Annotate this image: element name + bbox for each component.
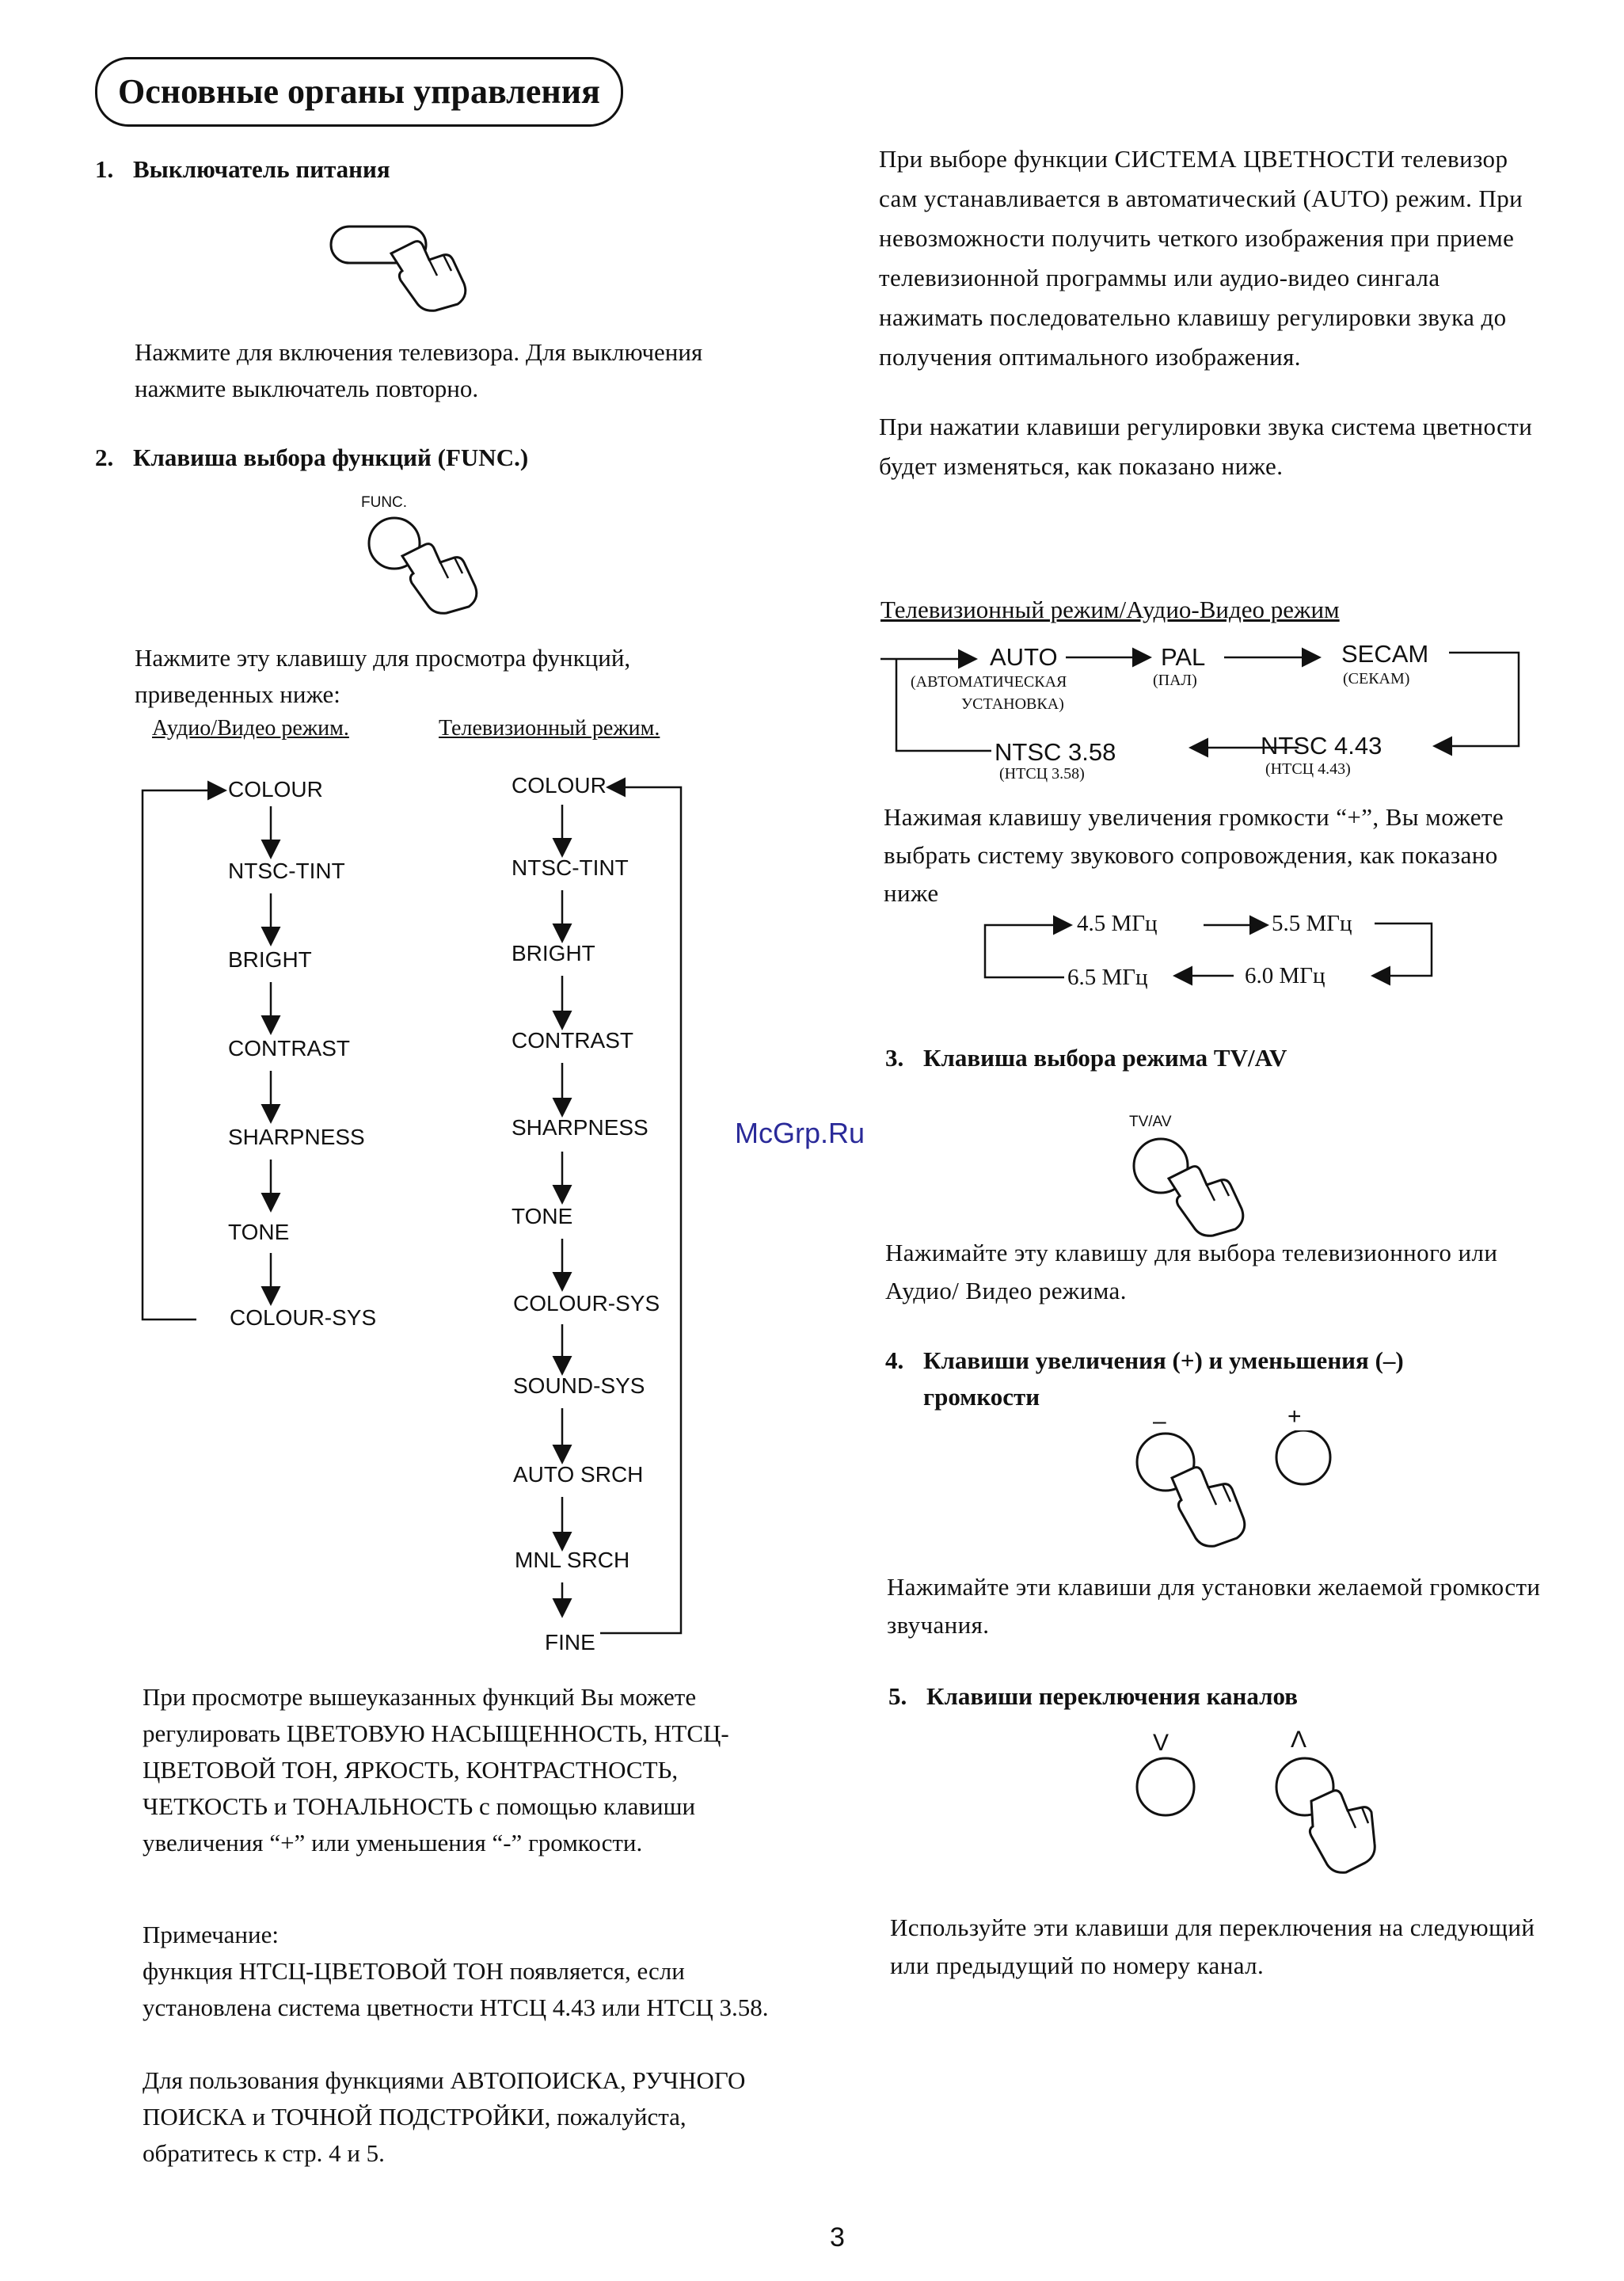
- tv-mode-heading: Телевизионный режим.: [439, 716, 660, 741]
- power-button-icon: [325, 219, 483, 314]
- volume-minus-label: –: [1153, 1408, 1166, 1434]
- cs-pal: PAL: [1161, 643, 1206, 671]
- sound-4-5: 4.5 МГц: [1077, 911, 1158, 936]
- av-mode-heading: Аудио/Видео режим.: [152, 716, 349, 741]
- cs-pal-sub: (ПАЛ): [1153, 672, 1197, 689]
- tv-item: AUTO SRCH: [513, 1462, 644, 1487]
- section-2-text: Нажмите эту клавишу для просмотра функций, приведенных ниже:: [135, 644, 631, 708]
- note-text: функция НТСЦ-ЦВЕТОВОЙ ТОН появляется, если установлена система цветности НТСЦ 4.43 или НТСЦ 3.58.: [143, 1957, 769, 2021]
- section-1-text: Нажмите для включения телевизора. Для выключения нажмите выключатель повторно.: [135, 338, 703, 402]
- watermark: McGrp.Ru: [735, 1117, 865, 1149]
- cs-auto-sub: УСТАНОВКА): [961, 695, 1064, 713]
- av-item: CONTRAST: [228, 1036, 350, 1061]
- tvav-button-label: TV/AV: [1129, 1114, 1172, 1130]
- av-item: TONE: [228, 1220, 290, 1244]
- channel-buttons-icon: [1124, 1757, 1378, 1899]
- section-number: 2.: [95, 444, 114, 471]
- section-3-text: Нажимайте эту клавишу для выбора телевизионного или Аудио/ Видео режима.: [885, 1239, 1498, 1304]
- channel-up-label: Λ: [1291, 1727, 1307, 1753]
- tv-item: BRIGHT: [512, 941, 595, 965]
- sound-5-5: 5.5 МГц: [1272, 911, 1352, 936]
- tv-item: SOUND-SYS: [513, 1373, 645, 1398]
- section-2-after-text: При просмотре вышеуказанных функций Вы можете регулировать ЦВЕТОВУЮ НАСЫЩЕННОСТЬ, НТСЦ-ЦВЕТОВОЙ ТОН, ЯРКОСТЬ, КОНТРАСТНОСТЬ, ЧЕТКОСТЬ и ТОНАЛЬНОСТЬ с помощью клавиши увеличения “+” или уменьшения “-” громкости.: [143, 1683, 729, 1856]
- tv-item: FINE: [545, 1630, 595, 1655]
- av-item: NTSC-TINT: [228, 859, 345, 883]
- volume-buttons-icon: [1124, 1430, 1378, 1570]
- tv-item: NTSC-TINT: [512, 855, 629, 880]
- colour-system-heading: Телевизионный режим/Аудио-Видео режим: [880, 596, 1340, 623]
- section-title: Клавиша выбора функций (FUNC.): [133, 444, 529, 471]
- section-4-text: Нажимайте эти клавиши для установки желаемой громкости звучания.: [887, 1573, 1541, 1639]
- section-4-heading: [885, 1346, 1404, 1375]
- cs-auto: AUTO: [990, 643, 1058, 671]
- cs-secam-sub: (СЕКАМ): [1343, 670, 1410, 687]
- colour-system-intro: При выборе функции СИСТЕМА ЦВЕТНОСТИ телевизор сам устанавливается в автоматический (AUTO) режим. При невозможности получить четкого изображения при приеме телевизионной программы или аудио-видео сингала нажимать последовательно клавишу регулировки звука до получения оптимального изображения.: [879, 145, 1523, 371]
- section-1-heading: [95, 155, 390, 184]
- tvav-button-icon: [1124, 1134, 1267, 1237]
- av-item: SHARPNESS: [228, 1125, 365, 1149]
- page-number: 3: [830, 2222, 845, 2252]
- sound-6-5: 6.5 МГц: [1067, 965, 1148, 990]
- av-item: COLOUR: [228, 777, 323, 802]
- note-label: Примечание:: [143, 1921, 279, 1948]
- section-number: 1.: [95, 155, 114, 183]
- section-2-heading: [95, 444, 528, 472]
- tv-item: COLOUR-SYS: [513, 1291, 660, 1316]
- cs-ntsc-358-sub: (НТСЦ 3.58): [999, 765, 1085, 783]
- sound-6-0: 6.0 МГц: [1245, 963, 1325, 988]
- cs-ntsc-443-sub: (НТСЦ 4.43): [1265, 760, 1351, 778]
- tv-item: CONTRAST: [512, 1028, 633, 1053]
- note-text-2: Для пользования функциями АВТОПОИСКА, РУЧНОГО ПОИСКА и ТОЧНОЙ ПОДСТРОЙКИ, пожалуйста, обратитесь к стр. 4 и 5.: [143, 2066, 746, 2167]
- section-4-heading-line-2: громкости: [923, 1383, 1040, 1411]
- section-number: 5.: [888, 1682, 907, 1710]
- section-3-heading: [885, 1044, 1287, 1072]
- cs-ntsc-443: NTSC 4.43: [1261, 732, 1382, 760]
- section-5-text: Используйте эти клавиши для переключения на следующий или предыдущий по номеру канал.: [890, 1914, 1535, 1979]
- tv-item: SHARPNESS: [512, 1115, 648, 1140]
- section-title: Клавиши увеличения (+) и уменьшения (–): [923, 1346, 1404, 1374]
- av-item: COLOUR-SYS: [230, 1305, 377, 1330]
- tv-item: MNL SRCH: [515, 1548, 630, 1572]
- section-number: 4.: [885, 1346, 904, 1374]
- cs-ntsc-358: NTSC 3.58: [995, 738, 1116, 766]
- tv-item: TONE: [512, 1204, 573, 1228]
- tv-item: COLOUR: [512, 773, 607, 798]
- section-5-heading: [888, 1682, 1298, 1711]
- section-title: Выключатель питания: [133, 155, 390, 183]
- section-title: Клавиша выбора режима TV/AV: [923, 1044, 1287, 1072]
- cs-auto-sub: (АВТОМАТИЧЕСКАЯ: [911, 673, 1067, 691]
- sound-system-diagram: [979, 909, 1454, 988]
- func-button-label: FUNC.: [361, 494, 408, 511]
- colour-system-intro-2: При нажатии клавиши регулировки звука система цветности будет изменяться, как показано ниже.: [879, 413, 1533, 480]
- page-title: Основные органы управления: [95, 57, 623, 127]
- section-title: Клавиши переключения каналов: [926, 1682, 1299, 1710]
- av-item: BRIGHT: [228, 947, 312, 972]
- cs-secam: SECAM: [1341, 640, 1429, 668]
- volume-plus-label: +: [1287, 1403, 1302, 1430]
- channel-down-label: V: [1153, 1730, 1170, 1756]
- sound-system-text: Нажимая клавишу увеличения громкости “+”, Вы можете выбрать систему звукового сопровождения, как показано ниже: [884, 803, 1504, 907]
- section-number: 3.: [885, 1044, 904, 1072]
- func-button-icon: [361, 515, 496, 618]
